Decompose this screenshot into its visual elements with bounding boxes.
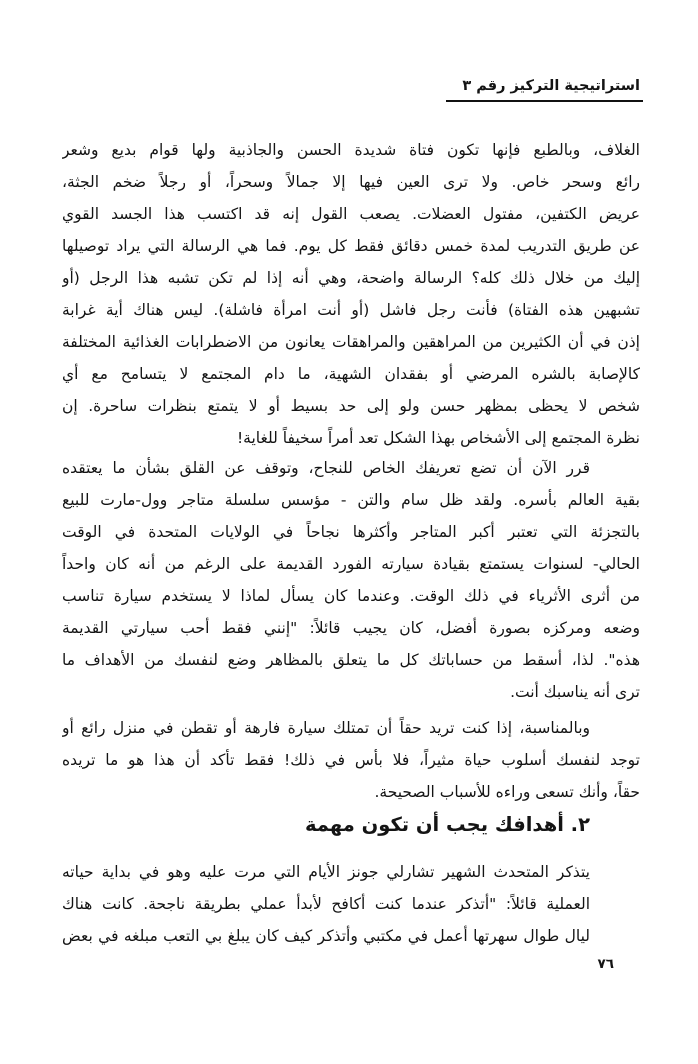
text-line: نظرة المجتمع إلى الأشخاص بهذا الشكل تعد أمراً سخيفاً للغاية! [236,429,640,447]
text-line: تشبهين هذه الفتاة) فأنت رجل فاشل (أو أنت امرأة فاشلة). ليس هناك أية غرابة [62,301,640,319]
text-line: وضعه ومركزه بصورة أفضل، كان يجيب قائلاً: "إنني فقط أحب سيارتي القديمة [62,619,640,637]
text-line: عريض الكتفين، مفتول العضلات. يصعب القول إنه قد اكتسب هذا الجسد القوي [62,205,640,223]
paragraph-cover-model [62,134,640,454]
text-line: بالتجزئة التي تعتبر أكبر المتاجر وأكثرها نجاحاً في الولايات المتحدة في الوقت [62,523,640,541]
running-head-text: استراتيجية التركيز رقم ٣ [462,78,640,94]
text-line: يتذكر المتحدث الشهير تشارلي جونز الأيام التي مرت عليه وهو في بداية حياته [62,863,590,881]
text-line: بقية العالم بأسره. ولقد ظل سام والتن - مؤسس سلسلة متاجر وول-مارت للبيع [62,491,640,509]
text-line: الغلاف، وبالطبع فإنها تكون فتاة شديدة الحسن والجاذبية ولها قوام بديع وشعر [62,141,640,159]
text-line: ليال طوال سهرتها أعمل في مكتبي وأتذكر كيف كان يبلغ بي التعب مبلغه في بعض [62,927,590,945]
text-line: إذن في أن الكثيرين من المراهقين والمراهقات يعانون من الاضطرابات الغذائية المختلفة [62,333,640,351]
paragraph-sam-walton [62,452,640,708]
text-line: وبالمناسبة، إذا كنت تريد حقاً أن تمتلك سيارة فارهة أو تقطن في منزل رائع أو [62,719,590,737]
section-heading: ٢. أهدافك يجب أن تكون مهمة [304,813,590,836]
text-line: هذه". لذا، أسقط من حساباتك كل ما يتعلق بالمظاهر وضع لنفسك من الأهداف ما [62,651,640,669]
text-line: ترى أنه يناسبك أنت. [510,683,640,701]
paragraph-by-the-way [62,712,640,808]
text-line: إليك من خلال ذلك كله؟ الرسالة واضحة، وهي أنه إذا لم تكن تشبه هذا الرجل (أو [62,269,640,287]
running-head [446,76,643,102]
paragraph-charlie-jones [62,856,590,952]
text-line: عن طريق التدريب لمدة خمس دقائق فقط كل يوم. فما هي الرسالة التي يراد توصيلها [62,237,640,255]
text-line: من أثرى الأثرياء في ذلك الوقت. وعندما كان يسأل لماذا لا يستخدم سيارة تناسب [62,587,640,605]
text-line: العملية قائلاً: "أتذكر عندما كنت أكافح لأبدأ عملي بطريقة ناجحة. كانت هناك [62,895,590,913]
text-line: شخص لا يحظى بمظهر حسن ولو إلى حد بسيط أو لا يتمتع بنظرات ساحرة. إن [62,397,640,415]
text-line: الحالي- لسنوات يستمتع بقيادة سيارته الفورد القديمة على الرغم من أنه كان واحداً [62,555,640,573]
text-line: كالإصابة بالشره المرضي أو بفقدان الشهية، ما دام المجتمع لا يتسامح مع أي [62,365,640,383]
text-line: توجد لنفسك أسلوب حياة مثيراً، فلا بأس في ذلك! فقط تأكد أن هذا هو ما تريده [62,751,640,769]
text-line: قرر الآن أن تضع تعريفك الخاص للنجاح، وتوقف عن القلق بشأن ما يعتقده [62,459,590,477]
text-line: حقاً، وأنك تسعى وراءه للأسباب الصحيحة. [374,783,640,801]
page-number: ٧٦ [597,956,614,972]
text-line: رائع وسحر خاص. ولا ترى العين فيها إلا جمالاً وسحراً، أو رجلاً ضخم الجثة، [62,173,640,191]
